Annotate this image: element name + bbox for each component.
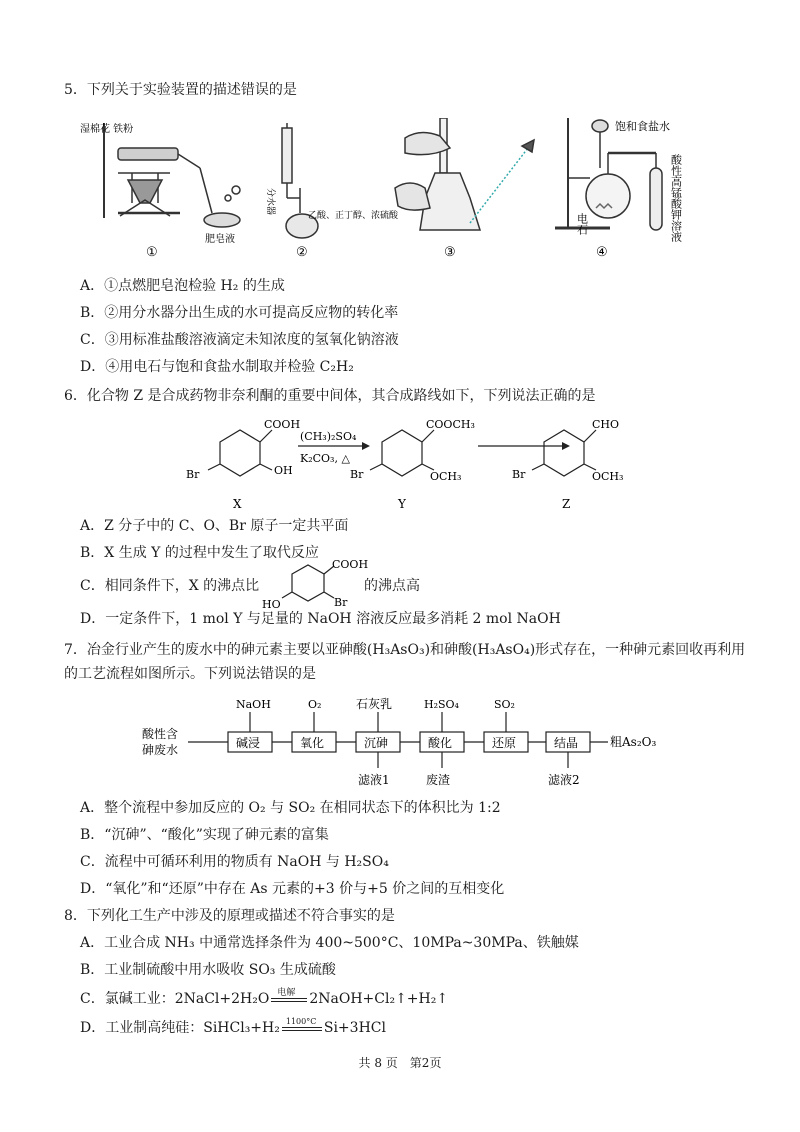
fig1-top-label: 湿棉花 铁粉: [80, 124, 134, 135]
molecule-z-group3: Br: [512, 468, 526, 481]
fig1-iron-steam-apparatus: [104, 123, 240, 227]
q8-option-d-right: Si+3HCl: [323, 1020, 386, 1036]
flow-input-1: NaOH: [236, 698, 271, 711]
fig4-left-label: 电石: [575, 213, 589, 235]
q8-option-b: B．工业制硫酸中用水吸收 SO₃ 生成硫酸: [80, 962, 336, 978]
fig3-number: ③: [444, 245, 456, 260]
q8-option-d: [80, 1018, 386, 1038]
q7-option-c: C．流程中可循环利用的物质有 NaOH 与 H₂SO₄: [80, 854, 389, 870]
q7-process-flow: [0, 690, 800, 790]
q5-option-a: A．①点燃肥皂泡检验 H₂ 的生成: [80, 278, 285, 294]
q5-stem: 5．下列关于实验装置的描述错误的是: [64, 82, 297, 98]
flow-input-2: O₂: [308, 698, 322, 711]
q7-stem-line2: 的工艺流程如图所示。下列说法错误的是: [64, 666, 316, 682]
q6-option-d: D．一定条件下，1 mol Y 与足量的 NaOH 溶液反应最多消耗 2 mol NaOH: [80, 611, 561, 627]
molecule-z: [532, 430, 596, 476]
q6-stem: 6．化合物 Z 是合成药物非奈利酮的重要中间体，其合成路线如下，下列说法正确的是: [64, 388, 596, 404]
q5-option-d: D．④用电石与饱和食盐水制取并检验 C₂H₂: [80, 359, 354, 375]
q5-apparatus-figures: [0, 118, 800, 263]
q8-option-d-condition-arrow: [280, 1018, 324, 1038]
q7-option-d: D．“氧化”和“还原”中存在 As 元素的+3 价与+5 价之间的互相变化: [80, 881, 505, 897]
flow-start-line2: 砷废水: [142, 743, 179, 757]
flow-output-1: 滤液1: [358, 773, 390, 787]
reagent-bottom: K₂CO₃, △: [300, 452, 350, 465]
flow-step-6: 结晶: [554, 736, 579, 750]
q6-option-c-pre: C．相同条件下，X 的沸点比: [80, 578, 260, 594]
flow-input-4: H₂SO₄: [424, 698, 459, 711]
molecule-y-group2: OCH₃: [430, 470, 462, 483]
flow-input-5: SO₂: [494, 698, 515, 711]
q6-option-c-post: 的沸点高: [364, 578, 420, 594]
q7-option-b: B．“沉砷”、“酸化”实现了砷元素的富集: [80, 827, 329, 843]
q8-option-c-condition-arrow: [269, 989, 309, 1009]
q8-option-d-left: D．工业制高纯硅：SiHCl₃+H₂: [80, 1020, 280, 1036]
flow-step-5: 还原: [492, 736, 517, 750]
reagent-top: (CH₃)₂SO₄: [300, 430, 357, 443]
fig4-right-label: 酸性高锰酸钾溶液: [669, 154, 683, 242]
q8-option-c-left: C．氯碱工业：2NaCl+2H₂O: [80, 991, 270, 1007]
flow-step-3: 沉砷: [364, 736, 389, 750]
q8-option-a: A．工业合成 NH₃ 中通常选择条件为 400~500°C、10MPa~30MPa、铁触媒: [80, 935, 579, 951]
fig4-number: ④: [596, 245, 608, 260]
fig3-titration-apparatus: [395, 118, 534, 230]
molecule-z-label: Z: [562, 497, 571, 511]
flow-output-2: 废渣: [426, 773, 451, 787]
fig2-side-label: 分水器: [265, 188, 275, 216]
page-footer: 共 8 页 第2页: [358, 1056, 442, 1070]
fig4-acetylene-apparatus: [555, 118, 662, 230]
flow-step-2: 氧化: [300, 736, 325, 750]
molecule-x-group3: Br: [186, 468, 200, 481]
optc-mol-group1: COOH: [332, 558, 369, 571]
flow-step-4: 酸化: [428, 736, 453, 750]
flow-output-3: 滤液2: [548, 773, 580, 787]
q6-option-a: A．Z 分子中的 C、O、Br 原子一定共平面: [80, 518, 349, 534]
q5-option-b: B．②用分水器分出生成的水可提高反应物的转化率: [80, 305, 399, 321]
flow-input-3: 石灰乳: [356, 697, 393, 711]
q7-option-a: A．整个流程中参加反应的 O₂ 与 SO₂ 在相同状态下的体积比为 1:2: [80, 800, 501, 816]
molecule-x-group1: COOH: [264, 418, 301, 431]
q7-stem-line1: 7．冶金行业产生的废水中的砷元素主要以亚砷酸(H₃AsO₃)和砷酸(H₃AsO₄)形式存在，一种砷元素回收再利用: [64, 642, 746, 658]
molecule-z-group1: CHO: [592, 418, 620, 431]
q8-stem: 8．下列化工生产中涉及的原理或描述不符合事实的是: [64, 908, 395, 924]
q8-option-c: [80, 989, 448, 1009]
q6-option-b: B．X 生成 Y 的过程中发生了取代反应: [80, 545, 319, 561]
q8-option-c-condition: 电解: [277, 988, 296, 998]
q8-option-d-condition: 1100°C: [285, 1017, 317, 1026]
fig2-number: ②: [296, 245, 308, 260]
molecule-y-label: Y: [398, 497, 406, 511]
optc-mol-group2: Br: [334, 596, 348, 609]
optc-mol-group3: HO: [262, 598, 281, 610]
q6-synthesis-route: [0, 412, 800, 512]
molecule-z-group2: OCH₃: [592, 470, 624, 483]
molecule-x-group2: OH: [274, 464, 293, 477]
molecule-x: [208, 430, 272, 476]
molecule-y-group3: Br: [350, 468, 364, 481]
flow-product: 粗As₂O₃: [610, 735, 657, 749]
flow-start-line1: 酸性含: [142, 727, 179, 741]
fig2-bottom-label: 乙酸、正丁醇、浓硫酸: [308, 211, 399, 221]
molecule-y-group1: COOCH₃: [426, 418, 475, 431]
fig1-number: ①: [146, 245, 158, 260]
flow-step-1: 碱浸: [236, 736, 261, 750]
q8-option-c-right: 2NaOH+Cl₂↑+H₂↑: [309, 991, 449, 1007]
molecule-x-label: X: [233, 497, 242, 511]
molecule-y: [370, 430, 434, 476]
q5-option-c: C．③用标准盐酸溶液滴定未知浓度的氢氧化钠溶液: [80, 332, 399, 348]
fig4-top-label: 饱和食盐水: [615, 120, 670, 133]
fig1-side-label: 肥皂液: [205, 234, 235, 245]
